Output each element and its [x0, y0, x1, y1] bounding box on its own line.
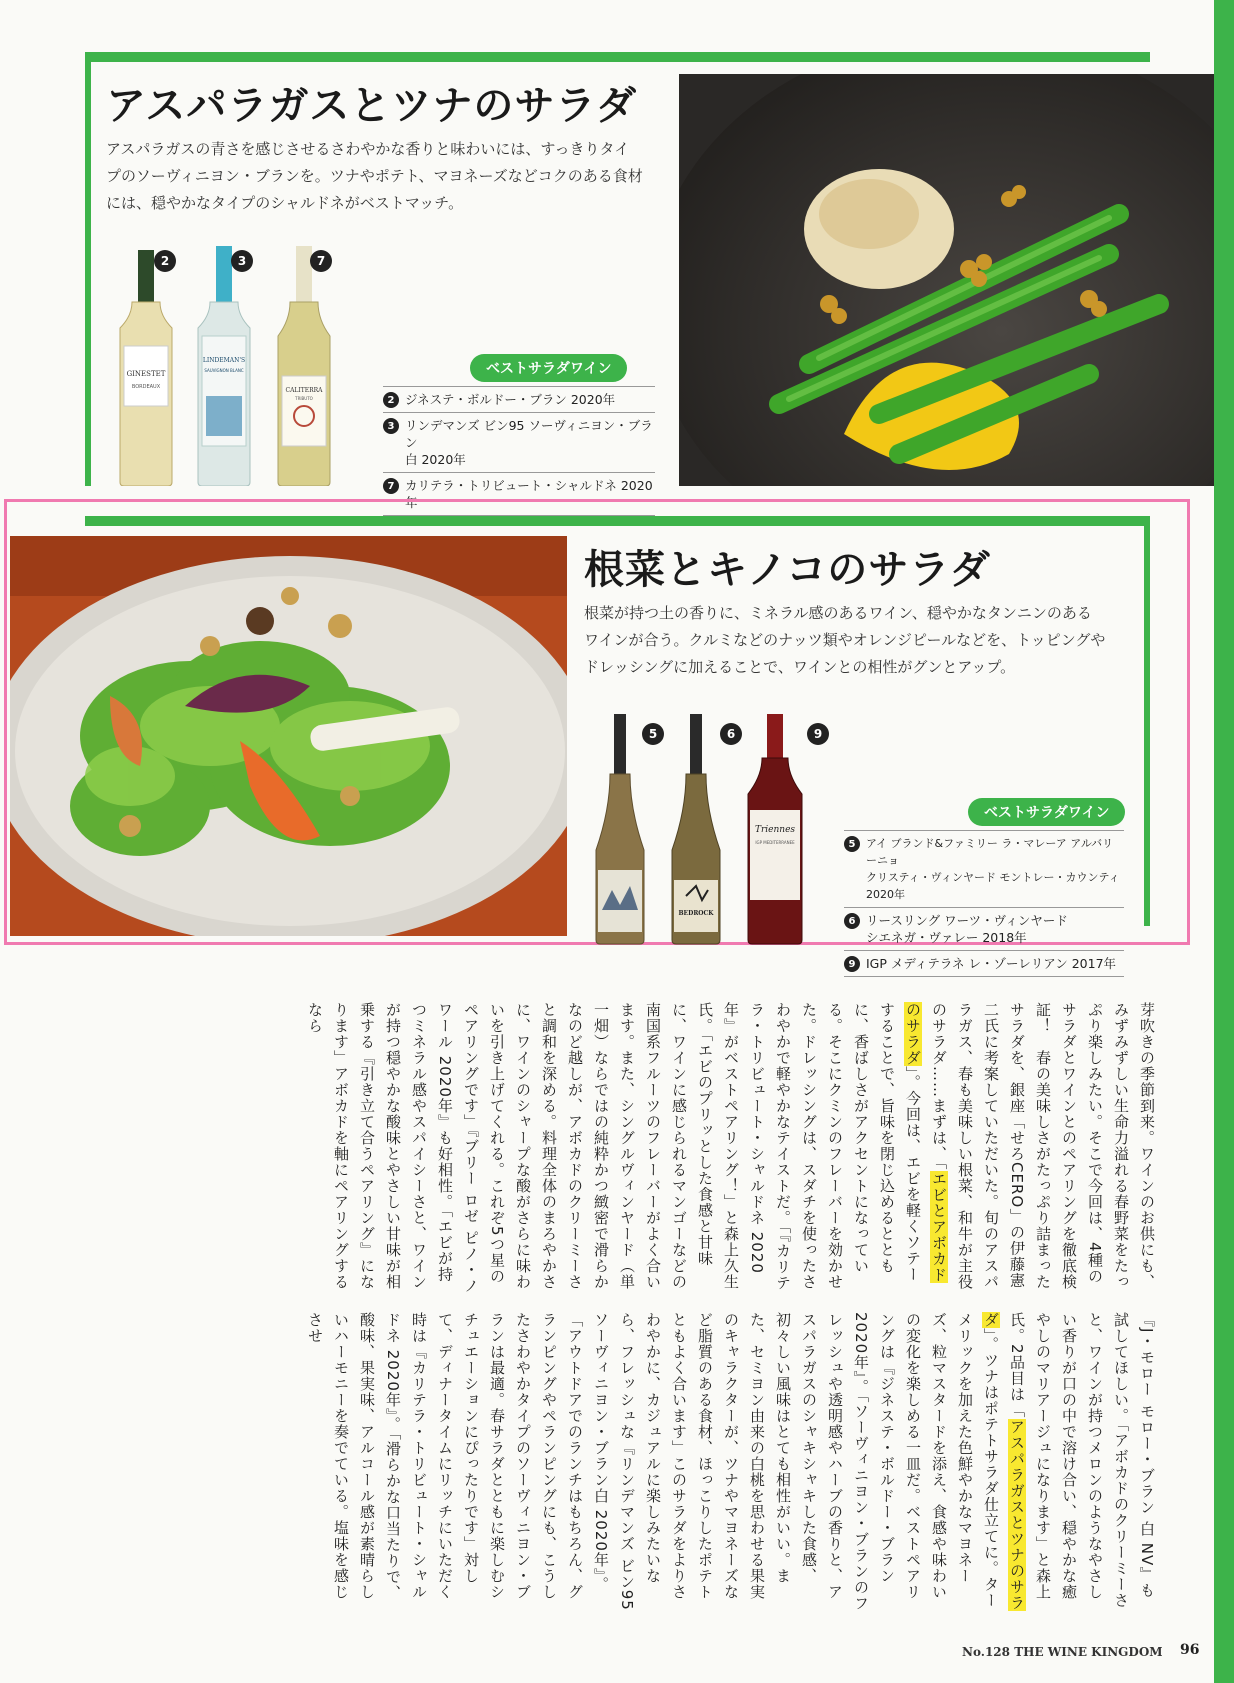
article-column-lower: 『J・モロー モロー・ブラン 白 NV』も試してほしい。「アボカドのクリーミーさと、ワインが持つメロンのようなやさしい香りが口の中で溶け合い、穏やかな癒やしのマリアージュになります」と森上氏。2品目は「アスパラガスとツナのサラダ」。ツナはポテトサラダ仕立てに。ターメリックを加えた色鮮やかなマヨネーズ、粒マスタードを添え、食感や味わいの変化を楽しめる一皿だ。ベストペアリングは『ジネステ・ボルドー・ブラン 2020年』。「ソーヴィニヨン・ブランのフレッシュや透明感やハーブの香りと、アスパラガスのシャキシャキした食感、初々しい風味はとても相性がいい。また、セミヨン由来の白桃を思わせる果実のキャラクターが、ツナやマヨネーズなど脂質のある食材、ほっこりしたポテトともよく合います」このサラダをよりさわやかに、カジュアルに楽しみたいなら、フレッシュな『リンデマンズ ビン95 ソーヴィニヨン・ブラン白 2020年』。「アウトドアでのランチはもちろん、グランピングやペランピングにも、こうしたさわやかタイプのソーヴィニヨン・ブランは最適。春サラダとともに楽しむシチュエーションにぴったりです」対して、ディナータイムにリッチにいただく時は『カリテラ・トリビュート・シャルドネ 2020年』。「滑らかな口当たりで、酸味、果実味、アルコール感が素晴らしいハーモニーを奏でている。塩味を感じさせ — [306, 1312, 1156, 1612]
bottle-label-text: LINDEMAN'S — [202, 357, 246, 364]
section-title: アスパラガスとツナのサラダ — [106, 83, 637, 129]
wine-list-item: 2 ジネステ・ボルドー・ブラン 2020年 — [383, 387, 655, 413]
highlight-dish-name: アスパラガスとツナのサラダ — [982, 1312, 1026, 1611]
wine-list-item: 7 カリテラ・トリビュート・シャルドネ 2020年 — [383, 473, 655, 516]
wine-list-item: 9 IGP メディテラネ レ・ゾーレリアン 2017年 — [844, 951, 1124, 977]
wine-list — [844, 830, 1124, 977]
wine-bottle-group — [110, 246, 380, 486]
wine-bottles-illustration — [110, 246, 380, 486]
bottle-label-text: GINESTET — [126, 370, 166, 378]
bottle-number-badge: 7 — [310, 250, 332, 272]
bottle-bedrock — [672, 714, 720, 944]
bottle-sublabel-text: IGP MEDITERRANEE — [755, 840, 795, 845]
bottle-number-badge: 5 — [642, 723, 664, 745]
section-title: 根菜とキノコのサラダ — [584, 547, 991, 593]
footer-magazine: No.128 THE WINE KINGDOM — [962, 1645, 1163, 1659]
bottle-sublabel-text: TRIBUTO — [295, 396, 313, 401]
wine-list-item: 5 アイ ブランド&ファミリー ラ・マレーア アルバリーニョ クリスティ・ヴィンヤード モントレー・カウンティ 2020年 — [844, 831, 1124, 908]
wine-list-item: 3 リンデマンズ ビン95 ソーヴィニヨン・ブラン 白 2020年 — [383, 413, 655, 473]
section-top-bar — [85, 52, 1150, 62]
section-side-bar — [85, 62, 91, 486]
wine-number: 9 — [844, 956, 860, 972]
bottle-sublabel-text: SAUVIGNON BLANC — [204, 368, 244, 373]
wine-number: 6 — [844, 913, 860, 929]
wine-list — [383, 386, 655, 516]
wine-number: 7 — [383, 478, 399, 494]
article-column-upper: 芽吹きの季節到来。ワインのお供にも、みずみずしい生命力溢れる春野菜をたっぷり楽しみたい。そこで今回は、4種のサラダとワインとのペアリングを徹底検証！ 春の美味しさがたっぷり詰まったサラダを、銀座「せろCERO」の伊藤憲二氏に考案していただいた。旬のアスパラガス、春も美味しい根菜、和牛が主役のサラダ……まずは、「エビとアボカドのサラダ」。今回は、エビを軽くソテーすることで、旨味を閉じ込めるとともに、香ばしさがアクセントになっている。そこにクミンのフレーバーを効かせた。ドレッシングは、スダチを使ったさわやかで軽やかなテイストだ。「『カリテラ・トリビュート・シャルドネ 2020年』がベストペアリング！」と森上久生氏。「エビのプリッとした食感と甘味に、ワインに感じられるマンゴーなどの南国系フルーツのフレーバーがよく合います。また、シングルヴィンヤード（単一畑）ならではの純粋かつ緻密で滑らかなのど越しが、アボカドのクリーミーさと調和を深める。料理全体のまろやかさに、ワインのシャープな酸がさらに味わいを引き上げてくれる。これぞ5つ星のペアリングです」『ブリー ロゼ ピノ・ノワール 2020年』も好相性。「エビが持つミネラル感やスパイシーさと、ワインが持つ穏やかな酸味とやさしい甘味が相乗する『引き立て合うペアリング』になります」アボカドを軸にペアリングするなら — [306, 1002, 1156, 1295]
wine-number: 2 — [383, 392, 399, 408]
page-number: 96 — [1180, 1642, 1200, 1658]
bottle-caliterra — [278, 246, 330, 486]
root-vegetable-salad-image — [10, 536, 567, 936]
bottle-ginestet — [120, 250, 172, 486]
section-side-bar — [1144, 526, 1150, 926]
bottle-label-text: Triennes — [754, 825, 796, 835]
bottle-albarino — [596, 714, 644, 944]
bottle-number-badge: 2 — [154, 250, 176, 272]
section-intro: 根菜が持つ土の香りに、ミネラル感のあるワイン、穏やかなタンニンのある ワインが合う。クルミなどのナッツ類やオレンジピールなどを、トッピングや ドレッシングに加えることで、ワインとの相性がグンとアップ。 — [584, 604, 1106, 676]
wine-bottle-group — [590, 710, 830, 946]
wine-list-item: 6 リースリング ワーツ・ヴィンヤード シエネガ・ヴァレー 2018年 — [844, 908, 1124, 951]
bottle-triennes — [748, 714, 802, 944]
section-intro: アスパラガスの青さを感じさせるさわやかな香りと味わいには、すっきりタイ プのソーヴィニヨン・ブランを。ツナやポテト、マヨネーズなどコクのある食材 には、穏やかなタイプのシャルドネがベストマッチ。 — [106, 140, 643, 212]
wine-number: 5 — [844, 836, 860, 852]
wine-bottles-illustration — [590, 710, 830, 946]
best-wine-badge: ベストサラダワイン — [968, 798, 1125, 826]
page-edge-stripe — [1214, 0, 1234, 1683]
salad-photo-asparagus — [679, 74, 1214, 486]
bottle-lindemans — [198, 246, 250, 486]
asparagus-salad-image — [679, 74, 1214, 486]
highlight-dish-name: エビとアボカドのサラダ — [904, 1002, 948, 1283]
section-top-bar — [85, 516, 1150, 526]
bottle-number-badge: 9 — [807, 723, 829, 745]
bottle-number-badge: 6 — [720, 723, 742, 745]
best-wine-badge: ベストサラダワイン — [470, 354, 627, 382]
salad-photo-root-vegetables — [10, 536, 567, 944]
wine-number: 3 — [383, 418, 399, 434]
bottle-sublabel-text: BORDEAUX — [131, 384, 161, 390]
bottle-label-text: CALITERRA — [285, 387, 323, 394]
bottle-label-text: BEDROCK — [678, 910, 714, 917]
bottle-number-badge: 3 — [231, 250, 253, 272]
